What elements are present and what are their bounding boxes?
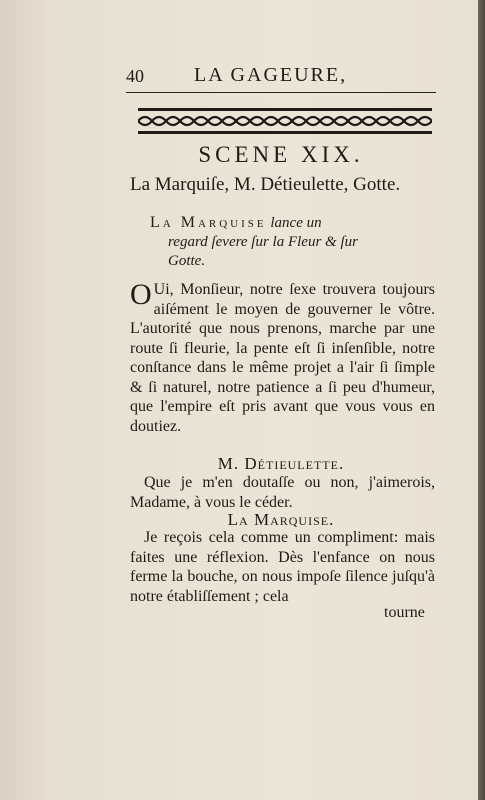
decorative-ornament-band [138,108,432,134]
speech-marquise-2: Je reçois cela comme un compliment: mais faites une réflexion. Dès l'enfance on nous ferme la bouche, on nous impoſe ſilence juſqu'à notre établiſſement ; cela [130,529,435,605]
running-header [126,64,436,92]
speech-marquise-1-text: Ui, Monſieur, notre ſexe trouvera toujours aiſément le moyen de gouverner le vôtre. L'autorité que nous prenons, marche par une route ſi fleurie, la pente eſt ſi inſenſible, notre conſtance dans le même projet a l'air ſi ſimple & ſi naturel, notre patience a ſi peu d'humeur, que l'empire eſt pris avant que vous vous en doutiez. [130,281,435,435]
page-edge-shadow [478,0,485,800]
speech-detieulette: Que je m'en doutaſſe ou non, j'aimerois, Madame, à vous le céder. [130,474,435,511]
stage-direction-line3: Gotte. [168,253,206,269]
running-title: LA GAGEURE, [194,64,348,86]
stage-direction-line1: lance un [270,215,322,231]
speech-marquise-1 [130,280,435,436]
stage-direction [150,213,440,271]
scene-title: SCENE XIX. [198,142,364,167]
stage-direction-speaker: La Marquise [150,214,267,231]
speaker-heading-detieulette: M. Détieulette. [217,454,345,473]
character-list: La Marquiſe, M. Détieulette, Gotte. [130,174,401,195]
drop-cap: O [130,278,152,311]
speaker-heading-marquise: La Marquise. [227,510,335,529]
header-rule [126,92,436,93]
page-number: 40 [126,66,144,86]
stage-direction-line2: regard ſevere ſur la Fleur & ſur [168,234,358,250]
catchword: tourne [384,604,425,621]
